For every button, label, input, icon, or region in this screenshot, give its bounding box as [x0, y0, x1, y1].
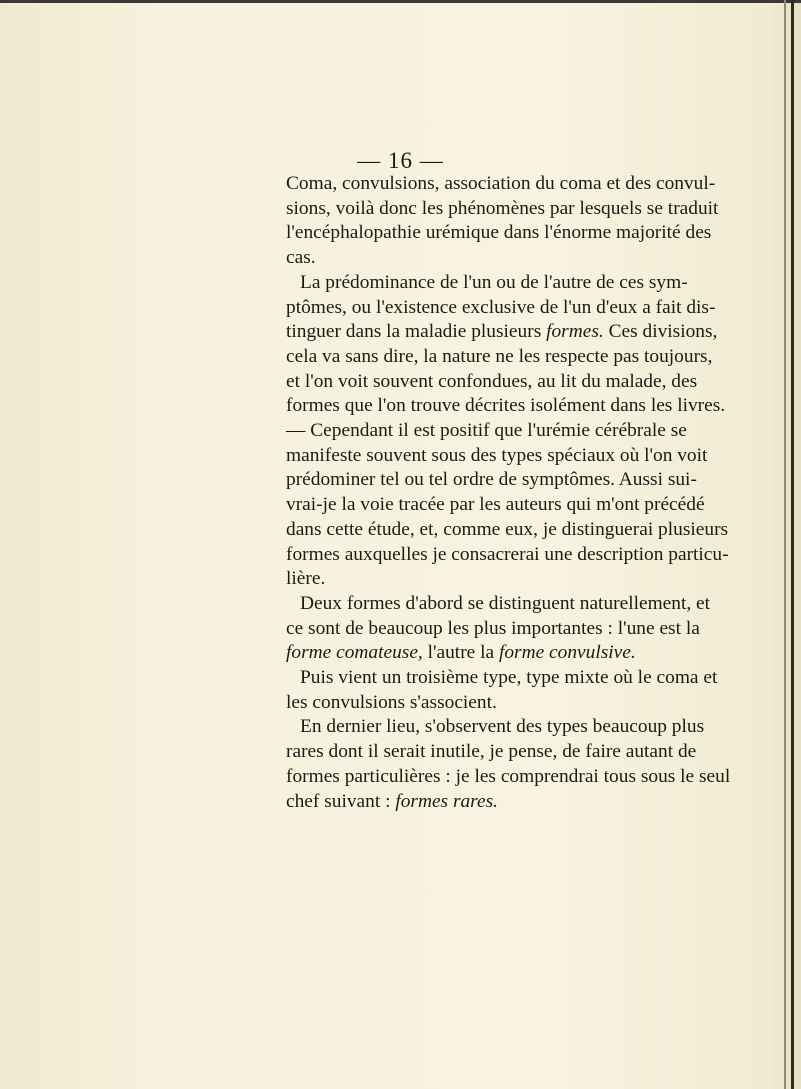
text-line: vrai-je la voie tracée par les auteurs qui m'ont précédé	[286, 494, 705, 516]
text-line: En dernier lieu, s'observent des types beaucoup plus	[300, 716, 705, 738]
italic-term: forme convulsive.	[498, 642, 636, 664]
paragraph-2	[286, 271, 729, 592]
text-line: formes auxquelles je consacrerai une description particu-	[286, 543, 729, 565]
text-line: formes particulières : je les comprendrai tous sous le seul	[286, 765, 731, 787]
text-line: cas.	[286, 247, 316, 269]
paragraph-5	[286, 715, 731, 814]
text-line: La prédominance de l'un ou de l'autre de ces sym-	[300, 271, 688, 293]
text-run: Ces divisions,	[603, 321, 718, 343]
text-line: ce sont de beaucoup les plus importantes : l'une est la	[286, 617, 700, 639]
text-run: tinguer dans la maladie plusieurs	[286, 321, 547, 343]
text-line	[286, 790, 678, 815]
paragraph-1	[286, 172, 719, 271]
text-line: ptômes, ou l'existence exclusive de l'un d'eux a fait dis-	[286, 296, 716, 318]
text-line: les convulsions s'associent.	[286, 691, 497, 713]
page-number: — 16 —	[357, 148, 444, 173]
text-line: Coma, convulsions, association du coma et des convul-	[286, 173, 716, 194]
paragraph-4	[286, 666, 718, 715]
text-line	[286, 320, 718, 345]
text-line: manifeste souvent sous des types spéciaux où l'on voit	[286, 444, 708, 466]
text-line: l'encéphalopathie urémique dans l'énorme majorité des	[286, 222, 712, 244]
text-line: prédominer tel ou tel ordre de symptômes. Aussi sui-	[286, 469, 697, 491]
italic-term: formes.	[546, 321, 604, 343]
text-line: — Cependant il est positif que l'urémie cérébrale se	[286, 420, 687, 442]
text-run: chef suivant :	[286, 790, 396, 812]
text-line: cela va sans dire, la nature ne les respecte pas toujours,	[286, 345, 713, 367]
text-line: dans cette étude, et, comme eux, je distinguerai plusieurs	[286, 518, 729, 540]
body-text	[286, 172, 731, 814]
text-line: rares dont il serait inutile, je pense, de faire autant de	[286, 741, 697, 763]
text-run: l'autre la	[422, 642, 499, 664]
text-line: sions, voilà donc les phénomènes par lesquels se traduit	[286, 197, 719, 219]
italic-term: formes rares.	[395, 790, 499, 812]
text-line: et l'on voit souvent confondues, au lit du malade, des	[286, 370, 698, 392]
text-line: Puis vient un troisième type, type mixte où le coma et	[300, 667, 718, 689]
page-top-edge	[0, 0, 801, 3]
text-line	[286, 641, 678, 666]
text-line: formes que l'on trouve décrites isolément dans les livres.	[286, 395, 726, 417]
text-line: lière.	[286, 568, 326, 590]
italic-term: forme comateuse,	[286, 642, 423, 664]
paragraph-3	[286, 592, 711, 666]
text-line: Deux formes d'abord se distinguent naturellement, et	[300, 592, 711, 614]
